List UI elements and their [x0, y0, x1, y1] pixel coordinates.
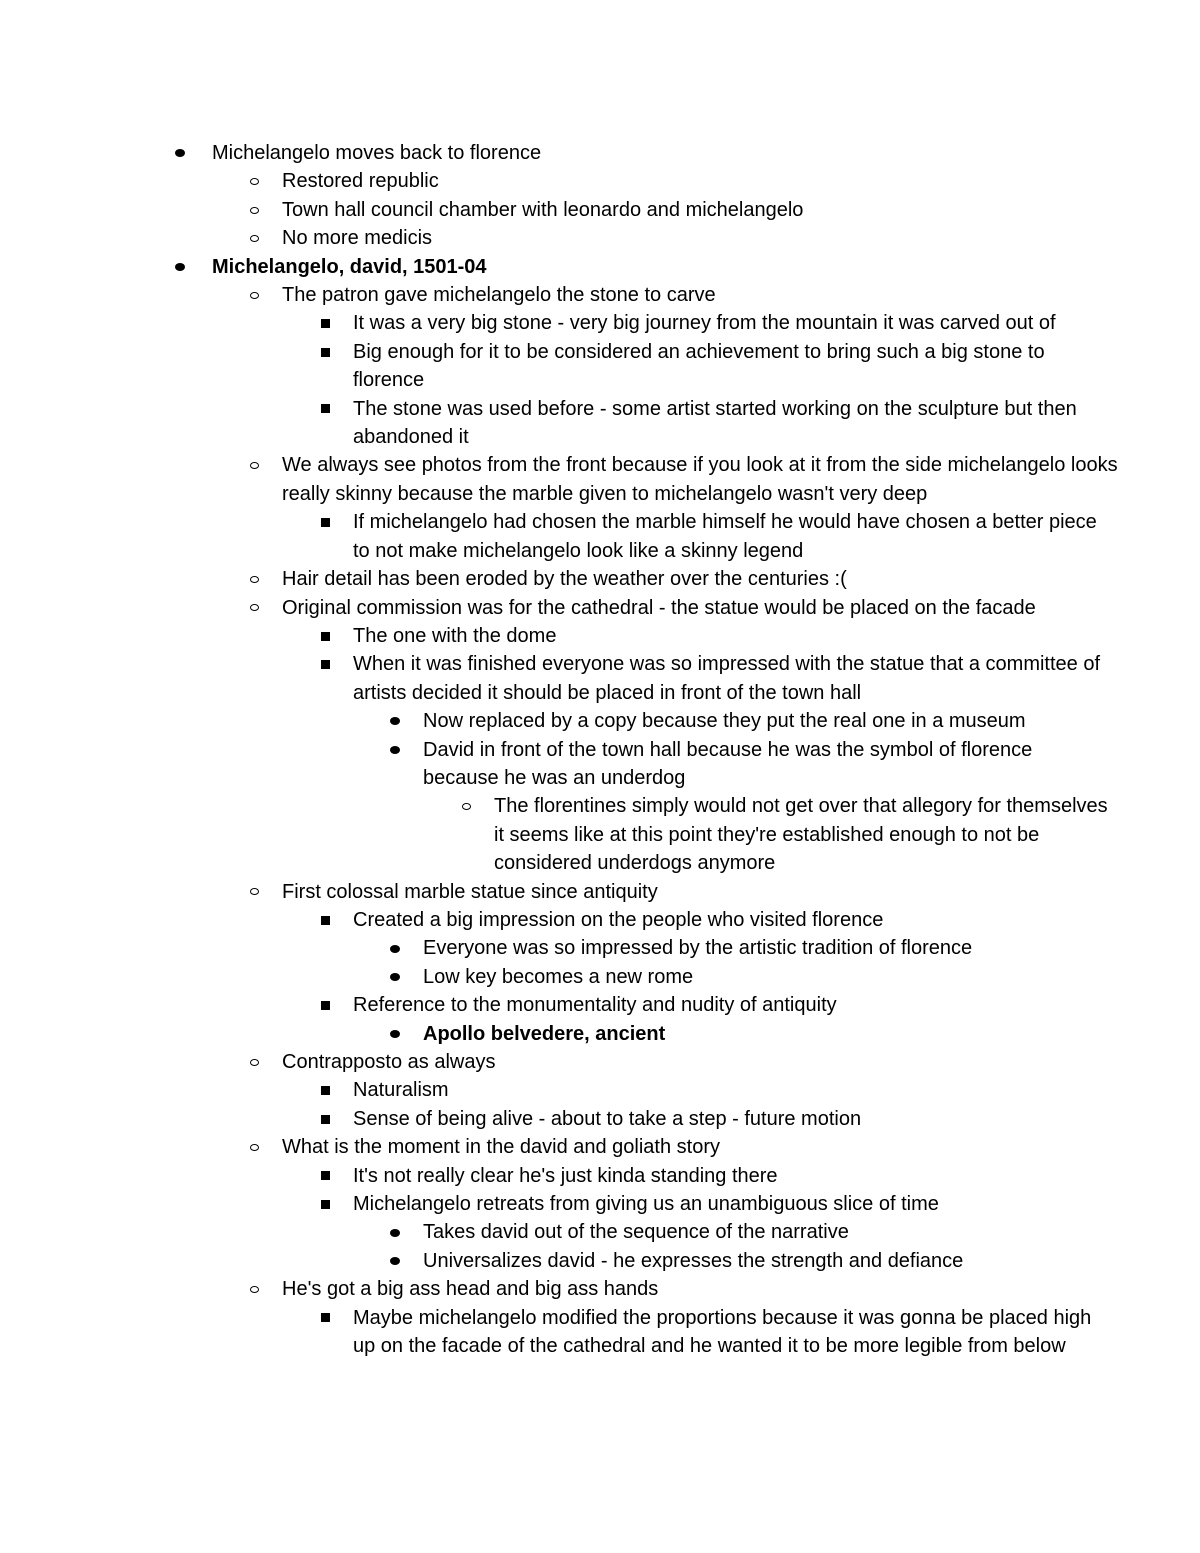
bullet-marker	[317, 1076, 333, 1104]
bullet-marker	[387, 963, 403, 991]
filled-square-bullet-icon	[321, 1171, 330, 1180]
bullet-marker	[317, 650, 333, 678]
bullet-marker	[317, 1304, 333, 1332]
list-item	[282, 451, 1128, 508]
list-item	[353, 309, 1111, 337]
list-item-text: The one with the dome	[353, 624, 557, 647]
list-item-text: Town hall council chamber with leonardo and michelangelo	[282, 198, 804, 221]
bullet-marker	[317, 622, 333, 650]
filled-circle-bullet-icon	[390, 717, 400, 725]
bullet-marker	[246, 1275, 262, 1303]
list-item	[353, 395, 1111, 452]
bullet-marker	[246, 224, 262, 252]
filled-square-bullet-icon	[321, 348, 330, 357]
list-item-text: Low key becomes a new rome	[423, 965, 694, 988]
list-item	[282, 594, 1128, 622]
list-item-text: Michelangelo, david, 1501-04	[212, 255, 487, 278]
list-item-text: Reference to the monumentality and nudity of antiquity	[353, 994, 837, 1017]
bullet-marker	[246, 281, 262, 309]
list-item	[353, 906, 1111, 934]
list-item	[282, 196, 1128, 224]
hollow-circle-bullet-icon	[250, 888, 259, 895]
list-item-text: Apollo belvedere, ancient	[423, 1022, 666, 1045]
list-item-text: The florentines simply would not get over that allegory for themselves it seems like at this point they're established enough to not be considered underdogs anymore	[494, 795, 1108, 875]
list-item-text: The patron gave michelangelo the stone to carve	[282, 284, 716, 307]
list-item-text: David in front of the town hall because he was the symbol of florence because he was an underdog	[423, 738, 1033, 789]
filled-square-bullet-icon	[321, 1001, 330, 1010]
list-item-text: If michelangelo had chosen the marble himself he would have chosen a better piece to not make michelangelo look like a skinny legend	[353, 511, 1097, 562]
hollow-circle-bullet-icon	[250, 235, 259, 242]
list-item	[353, 991, 1111, 1019]
filled-square-bullet-icon	[321, 660, 330, 669]
list-item	[423, 1247, 1111, 1275]
bullet-marker	[387, 1218, 403, 1246]
hollow-circle-bullet-icon	[250, 1144, 259, 1151]
notes-list	[0, 139, 1200, 1360]
list-item	[282, 167, 1128, 195]
hollow-circle-bullet-icon	[250, 1286, 259, 1293]
filled-circle-bullet-icon	[175, 263, 185, 271]
bullet-marker	[387, 1020, 403, 1048]
filled-circle-bullet-icon	[175, 149, 185, 157]
list-item-text: No more medicis	[282, 227, 433, 250]
bullet-marker	[246, 565, 262, 593]
document-page	[0, 139, 1200, 1360]
filled-circle-bullet-icon	[390, 973, 400, 981]
bullet-marker	[387, 1247, 403, 1275]
list-item	[494, 792, 1111, 877]
filled-square-bullet-icon	[321, 1200, 330, 1209]
list-item-text: Big enough for it to be considered an achievement to bring such a big stone to florence	[353, 340, 1045, 392]
hollow-circle-bullet-icon	[250, 604, 259, 611]
list-item	[353, 338, 1111, 395]
bullet-marker	[317, 508, 333, 536]
bullet-marker	[246, 167, 262, 195]
list-item	[353, 1105, 1111, 1133]
hollow-circle-bullet-icon	[250, 462, 259, 469]
bullet-marker	[317, 309, 333, 337]
list-item	[423, 736, 1111, 793]
list-item	[423, 934, 1111, 962]
bullet-marker	[387, 934, 403, 962]
filled-square-bullet-icon	[321, 1313, 330, 1322]
list-item	[423, 707, 1111, 735]
list-item-text: Sense of being alive - about to take a step - future motion	[353, 1107, 862, 1130]
list-item-text: Naturalism	[353, 1079, 449, 1102]
bullet-marker	[172, 253, 188, 281]
filled-circle-bullet-icon	[390, 1030, 400, 1038]
list-item	[282, 1275, 1128, 1303]
list-item-text: Hair detail has been eroded by the weather over the centuries :(	[282, 568, 847, 591]
hollow-circle-bullet-icon	[250, 1059, 259, 1066]
list-item-text: What is the moment in the david and goliath story	[282, 1136, 721, 1159]
bullet-marker	[317, 338, 333, 366]
bullet-marker	[458, 792, 474, 820]
list-item-text: The stone was used before - some artist started working on the sculpture but then abandoned it	[353, 397, 1077, 449]
hollow-circle-bullet-icon	[250, 576, 259, 583]
bullet-marker	[317, 395, 333, 423]
bullet-marker	[317, 906, 333, 934]
filled-square-bullet-icon	[321, 916, 330, 925]
list-item-text: Michelangelo moves back to florence	[212, 142, 542, 164]
filled-square-bullet-icon	[321, 319, 330, 328]
list-item-text: Contrapposto as always	[282, 1051, 496, 1073]
list-item-text: He's got a big ass head and big ass hands	[282, 1278, 659, 1301]
bullet-marker	[317, 991, 333, 1019]
filled-square-bullet-icon	[321, 632, 330, 641]
list-item	[353, 622, 1111, 650]
bullet-marker	[317, 1105, 333, 1133]
hollow-circle-bullet-icon	[250, 207, 259, 214]
list-item	[282, 1048, 1128, 1076]
bullet-marker	[246, 1133, 262, 1161]
filled-circle-bullet-icon	[390, 746, 400, 754]
bullet-marker	[246, 594, 262, 622]
list-item	[353, 1304, 1111, 1361]
list-item-text: Maybe michelangelo modified the proportions because it was gonna be placed high up on the facade of the cathedral and he wanted it to be more legible from below	[353, 1306, 1092, 1358]
filled-square-bullet-icon	[321, 404, 330, 413]
bullet-marker	[172, 139, 188, 167]
list-item	[282, 878, 1128, 906]
bullet-marker	[246, 1048, 262, 1076]
list-item	[282, 1133, 1128, 1161]
list-item-text: We always see photos from the front because if you look at it from the side michelangelo looks really skinny because the marble given to michelangelo wasn't very deep	[282, 454, 1118, 505]
list-item-text: Michelangelo retreats from giving us an unambiguous slice of time	[353, 1193, 939, 1216]
list-item	[353, 1190, 1111, 1218]
list-item-text: Created a big impression on the people who visited florence	[353, 908, 884, 931]
list-item-text: Universalizes david - he expresses the strength and defiance	[423, 1249, 964, 1272]
hollow-circle-bullet-icon	[250, 178, 259, 185]
filled-square-bullet-icon	[321, 518, 330, 527]
list-item	[353, 1076, 1111, 1104]
list-item	[282, 565, 1128, 593]
list-item-text: When it was finished everyone was so impressed with the statue that a committee of artists decided it should be placed in front of the town hall	[353, 653, 1101, 704]
filled-circle-bullet-icon	[390, 1229, 400, 1237]
list-item-text: First colossal marble statue since antiquity	[282, 880, 658, 903]
list-item-text: It's not really clear he's just kinda standing there	[353, 1164, 778, 1187]
list-item	[282, 224, 1128, 252]
bullet-marker	[246, 451, 262, 479]
list-item-text: Takes david out of the sequence of the narrative	[423, 1221, 849, 1244]
bullet-marker	[317, 1162, 333, 1190]
list-item-text: It was a very big stone - very big journey from the mountain it was carved out of	[353, 312, 1056, 335]
list-item	[423, 963, 1111, 991]
bullet-marker	[387, 736, 403, 764]
hollow-circle-bullet-icon	[250, 292, 259, 299]
list-item-text: Everyone was so impressed by the artistic tradition of florence	[423, 937, 973, 960]
filled-square-bullet-icon	[321, 1086, 330, 1095]
list-item-text: Restored republic	[282, 170, 439, 193]
filled-circle-bullet-icon	[390, 945, 400, 953]
bullet-marker	[246, 878, 262, 906]
list-item	[423, 1218, 1111, 1246]
list-item	[212, 139, 1128, 167]
list-item	[282, 281, 1128, 309]
list-item	[353, 1162, 1111, 1190]
bullet-marker	[387, 707, 403, 735]
filled-square-bullet-icon	[321, 1115, 330, 1124]
hollow-circle-bullet-icon	[462, 803, 471, 810]
list-item-text: Original commission was for the cathedral - the statue would be placed on the facade	[282, 596, 1036, 619]
list-item	[353, 650, 1111, 707]
filled-circle-bullet-icon	[390, 1257, 400, 1265]
bullet-marker	[246, 196, 262, 224]
list-item	[423, 1020, 1111, 1048]
bullet-marker	[317, 1190, 333, 1218]
list-item	[212, 253, 1128, 281]
list-item-text: Now replaced by a copy because they put the real one in a museum	[423, 710, 1026, 733]
list-item	[353, 508, 1111, 565]
